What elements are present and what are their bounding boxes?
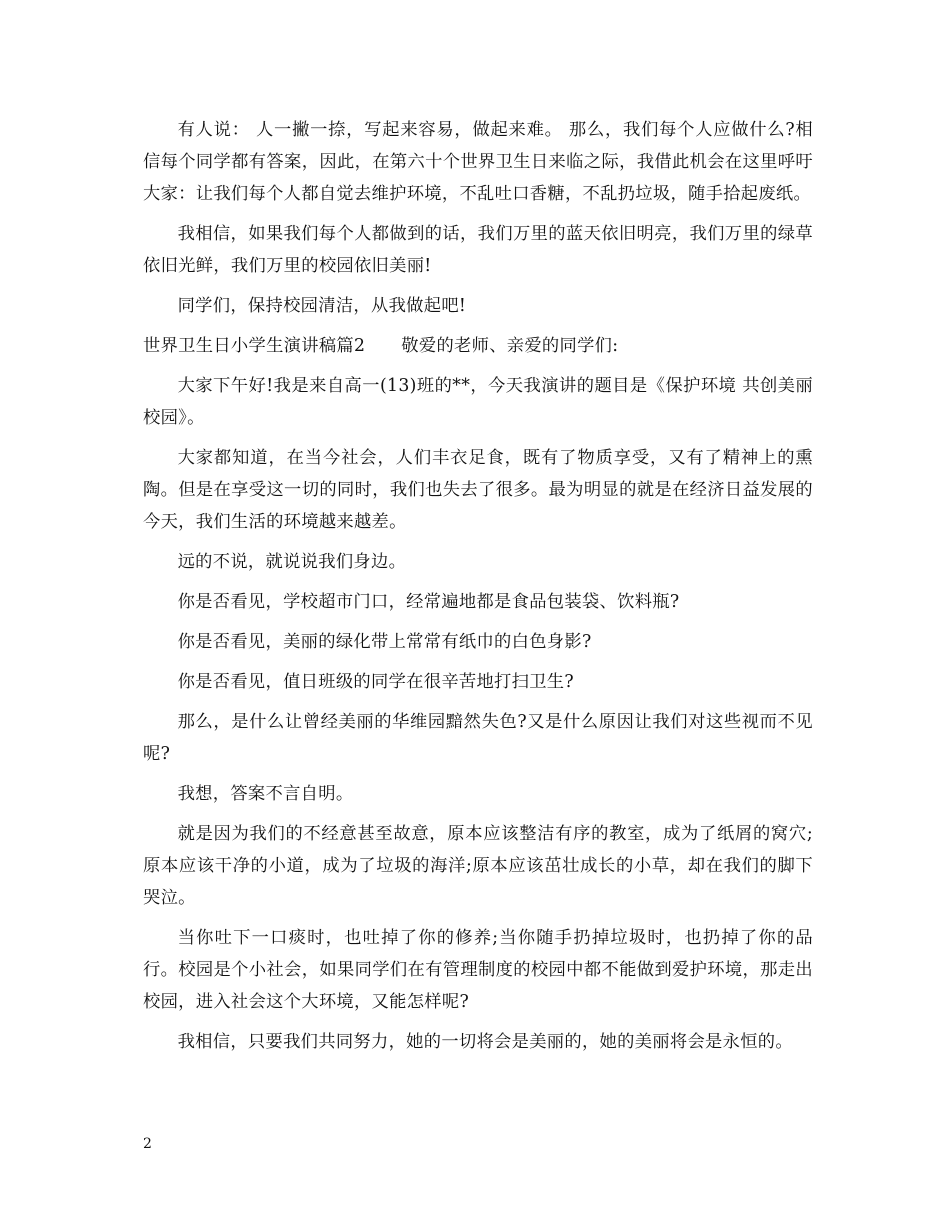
document-body bbox=[143, 114, 813, 1066]
paragraph-10: 那么，是什么让曾经美丽的华维园黯然失色?又是什么原因让我们对这些视而不见呢? bbox=[143, 712, 813, 764]
paragraph-13: 当你吐下一口痰时，也吐掉了你的修养;当你随手扔掉垃圾时，也扔掉了你的品行。校园是个小社会，如果同学们在有管理制度的校园中都不能做到爱护环境，那走出校园，进入社会这个大环境，又能怎样呢? bbox=[143, 928, 813, 1012]
paragraph-4: 大家下午好!我是来自高一(13)班的**，今天我演讲的题目是《保护环境 共创美丽校园》。 bbox=[143, 376, 813, 428]
paragraph-1: 有人说： 人一撇一捺，写起来容易，做起来难。 那么，我们每个人应做什么?相信每个同学都有答案，因此，在第六十个世界卫生日来临之际，我借此机会在这里呼吁大家：让我们每个人都自觉去维护环境，不乱吐口香糖，不乱扔垃圾，随手拾起废纸。 bbox=[143, 120, 813, 204]
page-number: 2 bbox=[143, 1136, 152, 1152]
paragraph-8: 你是否看见，美丽的绿化带上常常有纸巾的白色身影? bbox=[177, 632, 592, 652]
section-heading bbox=[143, 330, 813, 362]
paragraph-9: 你是否看见，值日班级的同学在很辛苦地打扫卫生? bbox=[177, 672, 574, 692]
paragraph-14: 我相信，只要我们共同努力，她的一切将会是美丽的，她的美丽将会是永恒的。 bbox=[177, 1032, 793, 1052]
paragraph-2: 我相信，如果我们每个人都做到的话，我们万里的蓝天依旧明亮，我们万里的绿草依旧光鲜，我们万里的校园依旧美丽! bbox=[143, 224, 813, 276]
section-title: 世界卫生日小学生演讲稿篇2 bbox=[143, 336, 366, 356]
paragraph-5: 大家都知道，在当今社会，人们丰衣足食，既有了物质享受，又有了精神上的熏陶。但是在享受这一切的同时，我们也失去了很多。最为明显的就是在经济日益发展的今天，我们生活的环境越来越差。 bbox=[143, 448, 813, 532]
paragraph-7: 你是否看见，学校超市门口，经常遍地都是食品包装袋、饮料瓶? bbox=[177, 592, 680, 612]
greeting: 敬爱的老师、亲爱的同学们: bbox=[401, 336, 619, 356]
paragraph-6: 远的不说，就说说我们身边。 bbox=[177, 552, 407, 572]
paragraph-3: 同学们，保持校园清洁，从我做起吧! bbox=[177, 296, 467, 316]
paragraph-12: 就是因为我们的不经意甚至故意，原本应该整洁有序的教室，成为了纸屑的窝穴;原本应该干净的小道，成为了垃圾的海洋;原本应该茁壮成长的小草，却在我们的脚下哭泣。 bbox=[143, 824, 813, 908]
paragraph-11: 我想，答案不言自明。 bbox=[177, 784, 354, 804]
